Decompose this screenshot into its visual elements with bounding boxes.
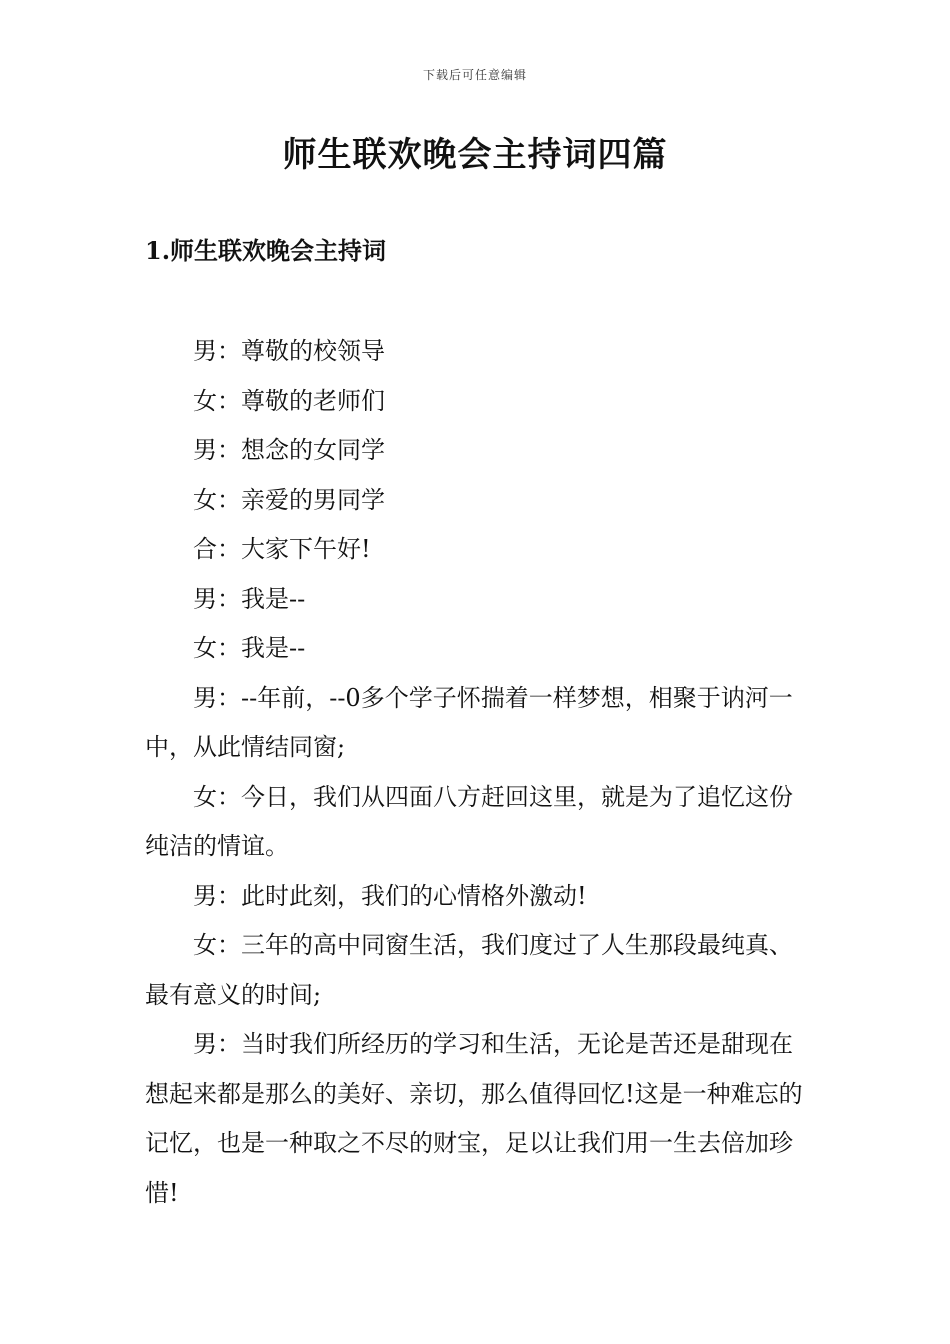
paragraph: 男：我是-- (193, 584, 306, 613)
paragraph: 男：--年前，--0多个学子怀揣着一样梦想，相聚于讷河一中，从此情结同窗; (145, 683, 793, 761)
header-note: 下载后可任意编辑 (422, 68, 527, 82)
paragraph: 男：尊敬的校领导 (193, 337, 385, 365)
paragraph: 女：今日，我们从四面八方赶回这里，就是为了追忆这份纯洁的情谊。 (145, 782, 793, 860)
paragraph: 女：亲爱的男同学 (193, 485, 385, 514)
paragraph: 男：想念的女同学 (193, 436, 385, 464)
section-heading: 1.师生联欢晚会主持词 (145, 236, 387, 265)
document-body (145, 327, 807, 1218)
paragraph: 合：大家下午好! (193, 535, 371, 563)
paragraph: 女：我是-- (193, 634, 306, 662)
paragraph: 女：尊敬的老师们 (193, 386, 385, 415)
paragraph: 男：此时此刻，我们的心情格外激动! (193, 881, 587, 910)
paragraph: 女：三年的高中同窗生活，我们度过了人生那段最纯真、最有意义的时间; (145, 931, 793, 1009)
document-title: 师生联欢晚会主持词四篇 (282, 135, 668, 175)
paragraph: 男：当时我们所经历的学习和生活，无论是苦还是甜现在想起来都是那么的美好、亲切，那么值得回忆!这是一种难忘的记忆，也是一种取之不尽的财宝，足以让我们用一生去倍加珍惜! (145, 1030, 803, 1207)
